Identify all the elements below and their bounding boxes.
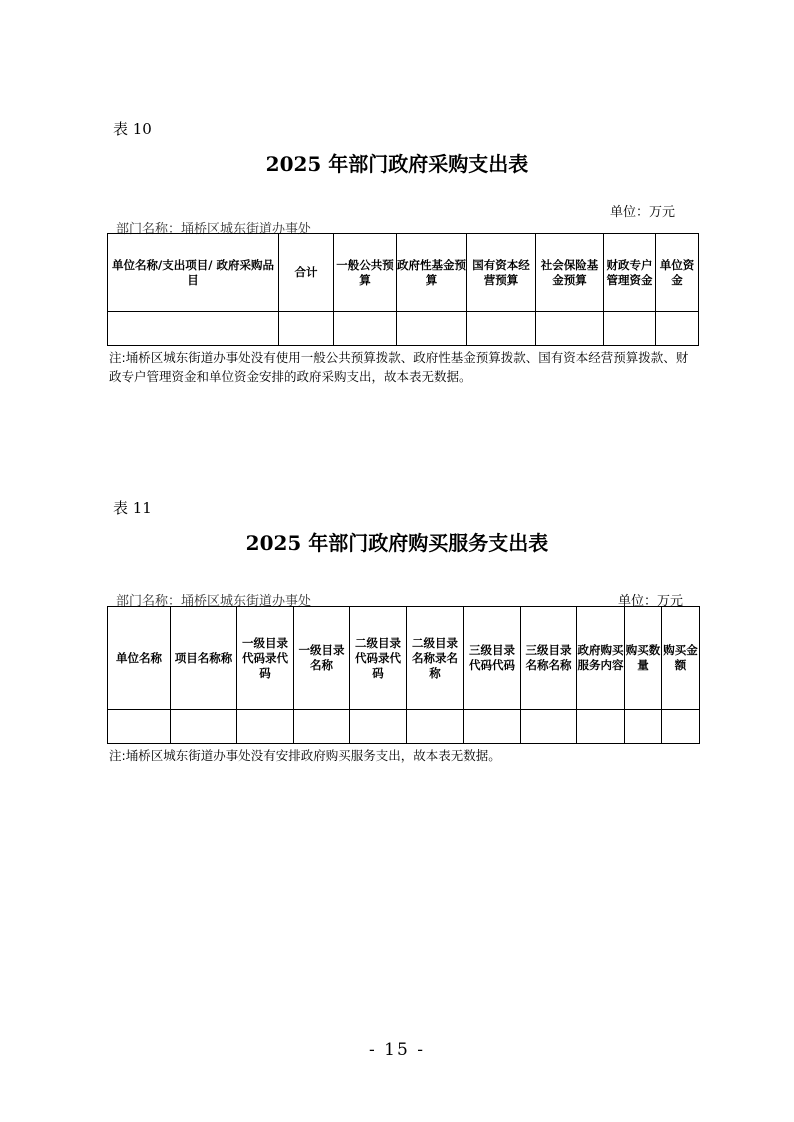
table10-department: 部门名称：埇桥区城东街道办事处 [116, 222, 312, 237]
table11-unit: 单位：万元 [618, 594, 684, 609]
table-cell [108, 710, 171, 744]
table11-note: 注:埇桥区城东街道办事处没有安排政府购买服务支出，故本表无数据。 [109, 748, 501, 763]
table-cell [521, 710, 577, 744]
table-cell [577, 710, 625, 744]
table-cell [279, 312, 334, 346]
table10-header-cell: 一般公共预算 [334, 234, 397, 312]
table10-header-cell: 国有资本经营预算 [467, 234, 536, 312]
table11-header-cell: 三级目录名称名称 [521, 607, 577, 710]
table11-header-cell: 一级目录名称 [294, 607, 350, 710]
table10-header-cell: 单位资金 [656, 234, 699, 312]
table11-header-cell: 二级目录代码录代码 [350, 607, 407, 710]
table10-header-cell: 合计 [279, 234, 334, 312]
table11-header-cell: 一级目录代码录代码 [237, 607, 294, 710]
table-cell [662, 710, 700, 744]
table-cell [467, 312, 536, 346]
table10-label: 表 10 [113, 120, 152, 138]
table10-header-cell: 单位名称/支出项目/ 政府采购品目 [108, 234, 279, 312]
table-cell [237, 710, 294, 744]
table11-header-cell: 项目名称称 [171, 607, 237, 710]
table-cell [171, 710, 237, 744]
table11-header-cell: 三级目录代码代码 [464, 607, 521, 710]
table11-label: 表 11 [113, 499, 152, 517]
table11-header-cell: 购买数量 [625, 607, 662, 710]
table10-empty-row [108, 312, 699, 346]
table-cell [350, 710, 407, 744]
table11-header-cell: 购买金额 [662, 607, 700, 710]
table-cell [656, 312, 699, 346]
table10-header-cell: 财政专户管理资金 [604, 234, 656, 312]
table10-header-cell: 社会保险基金预算 [536, 234, 604, 312]
table10-title: 2025 年部门政府采购支出表 [265, 152, 529, 176]
table10-unit: 单位：万元 [610, 205, 676, 220]
table11-header-row [108, 607, 700, 710]
table11-header-cell: 单位名称 [108, 607, 171, 710]
table-cell [464, 710, 521, 744]
table11-empty-row [108, 710, 700, 744]
table11 [107, 606, 700, 744]
table-cell [294, 710, 350, 744]
table11-title: 2025 年部门政府购买服务支出表 [245, 531, 549, 555]
table10-header-cell: 政府性基金预算 [397, 234, 467, 312]
table11-header-cell: 政府购买服务内容 [577, 607, 625, 710]
table10-note: 注:埇桥区城东街道办事处没有使用一般公共预算拨款、政府性基金预算拨款、国有资本经营预算拨款、财政专户管理资金和单位资金安排的政府采购支出，故本表无数据。 [109, 350, 689, 384]
table-cell [625, 710, 662, 744]
page-number: - 15 - [369, 1040, 425, 1060]
table-cell [407, 710, 464, 744]
table-cell [397, 312, 467, 346]
table-cell [604, 312, 656, 346]
table10-header-row [108, 234, 699, 312]
table11-department: 部门名称：埇桥区城东街道办事处 [116, 594, 312, 609]
table11-header-cell: 二级目录名称录名称 [407, 607, 464, 710]
table-cell [334, 312, 397, 346]
table-cell [536, 312, 604, 346]
table-cell [108, 312, 279, 346]
table10 [107, 233, 699, 346]
